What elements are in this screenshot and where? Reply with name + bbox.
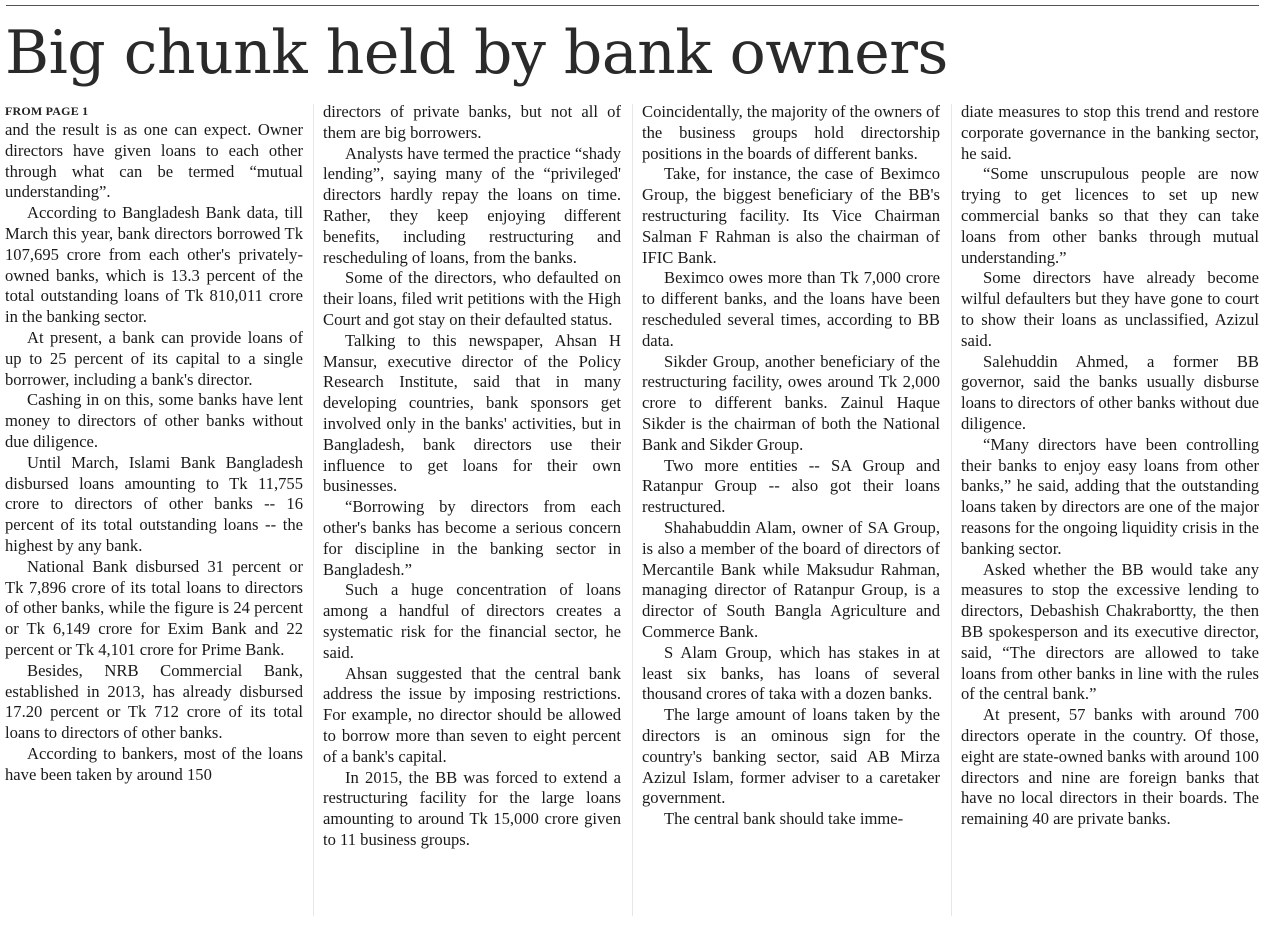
paragraph: The central bank should take imme- xyxy=(664,809,904,829)
paragraph: Cashing in on this, some banks have lent money to directors of other banks without due diligence. xyxy=(5,390,303,451)
paragraph: Some of the directors, who defaulted on their loans, filed writ petitions with the High Court and got stay on their defaulted status. xyxy=(323,268,621,329)
paragraph: directors of private banks, but not all of them are big borrowers. xyxy=(323,102,621,142)
paragraph: S Alam Group, which has stakes in at least six banks, has loans of several thousand crores of taka with a dozen banks. xyxy=(642,642,940,704)
headline: Big chunk held by bank owners xyxy=(5,18,948,88)
paragraph: Talking to this newspaper, Ahsan H Mansur, executive director of the Policy Research Institute, said that in many developing countries, bank sponsors get involved only in the banks' activities, but in Bangladesh, bank directors use their influence to get loans for their own businesses. xyxy=(323,330,621,496)
paragraph: diate measures to stop this trend and restore corporate governance in the banking sector, he said. xyxy=(961,102,1259,163)
paragraph: The large amount of loans taken by the directors is an ominous sign for the country's banking sector, said AB Mirza Azizul Islam, former adviser to a caretaker government. xyxy=(642,705,940,808)
paragraph: National Bank disbursed 31 percent or Tk 7,896 crore of its total loans to directors of other banks, while the figure is 24 percent or Tk 6,149 crore for Exim Bank and 22 percent or Tk 4,101 crore for Prime Bank. xyxy=(5,556,303,659)
paragraph: “Some unscrupulous people are now trying to get licences to set up new commercial banks so that they can take loans from other banks through mutual understanding.” xyxy=(961,164,1259,267)
article-body xyxy=(5,102,1261,920)
paragraph: According to bankers, most of the loans have been taken by around 150 xyxy=(5,743,303,784)
paragraph: Such a huge concentration of loans among a handful of directors creates a systematic risk for the financial sector, he said. xyxy=(323,580,621,662)
paragraph: According to Bangladesh Bank data, till March this year, bank directors borrowed Tk 107,695 crore from each other's privately-owned banks, which is 13.3 percent of the total outstanding loans of Tk 810,011 crore in the banking sector. xyxy=(5,203,303,327)
top-rule xyxy=(6,5,1259,6)
paragraph: “Borrowing by directors from each other's banks has become a serious concern for discipline in the banking sector in Bangladesh.” xyxy=(323,497,621,579)
paragraph: Salehuddin Ahmed, a former BB governor, said the banks usually disburse loans to directors of other banks without due diligence. xyxy=(961,351,1259,433)
jump-kicker: FROM PAGE 1 xyxy=(5,104,89,118)
paragraph: Until March, Islami Bank Bangladesh disbursed loans amounting to Tk 11,755 crore to directors of other banks -- 16 percent of its total outstanding loans -- the highest by any bank. xyxy=(5,452,303,555)
column-2 xyxy=(323,102,621,920)
paragraph: “Many directors have been controlling their banks to enjoy easy loans from other banks,” he said, adding that the outstanding loans taken by directors are one of the major reasons for the ongoing liquidity crisis in the banking sector. xyxy=(961,434,1259,558)
paragraph: At present, 57 banks with around 700 directors operate in the country. Of those, eight are state-owned banks with around 100 directors and nine are foreign banks that have no local directors in their boards. The remaining 40 are private banks. xyxy=(961,705,1259,829)
paragraph: Besides, NRB Commercial Bank, established in 2013, has already disbursed 17.20 percent or Tk 712 crore of its total loans to directors of other banks. xyxy=(5,660,303,743)
paragraph: Take, for instance, the case of Beximco Group, the biggest beneficiary of the BB's restructuring facility. Its Vice Chairman Salman F Rahman is also the chairman of IFIC Bank. xyxy=(642,164,940,267)
paragraph: At present, a bank can provide loans of up to 25 percent of its capital to a single borrower, including a bank's director. xyxy=(5,327,303,389)
paragraph: Analysts have termed the practice “shady lending”, saying many of the “privileged' directors hardly repay the loans on time. Rather, they keep enjoying different benefits, including restructuring and rescheduling of loans, from the banks. xyxy=(323,143,621,267)
paragraph: and the result is as one can expect. Owner directors have given loans to each other through what can be termed “mutual understanding”. xyxy=(5,120,303,202)
paragraph: Beximco owes more than Tk 7,000 crore to different banks, and the loans have been rescheduled several times, according to BB data. xyxy=(642,268,940,350)
paragraph: Coincidentally, the majority of the owners of the business groups hold directorship positions in the boards of different banks. xyxy=(642,102,940,163)
paragraph: Ahsan suggested that the central bank address the issue by imposing restrictions. For example, no director should be allowed to borrow more than seven to eight percent of a bank's capital. xyxy=(323,663,621,766)
paragraph: Two more entities -- SA Group and Ratanpur Group -- also got their loans restructured. xyxy=(642,455,940,517)
paragraph: Some directors have already become wilful defaulters but they have gone to court to show their loans as unclassified, Azizul said. xyxy=(961,268,1259,350)
column-1 xyxy=(5,102,303,920)
paragraph: Asked whether the BB would take any measures to stop the excessive lending to directors, Debashish Chakrabortty, the then BB spokesperson and its executive director, said, “The directors are allowed to take loans from other banks in line with the rules of the central bank.” xyxy=(961,559,1259,704)
column-4 xyxy=(961,102,1259,920)
column-3 xyxy=(642,102,940,920)
paragraph: In 2015, the BB was forced to extend a restructuring facility for the large loans amounting to around Tk 15,000 crore given to 11 business groups. xyxy=(323,767,621,849)
paragraph: Shahabuddin Alam, owner of SA Group, is also a member of the board of directors of Mercantile Bank while Maksudur Rahman, managing director of Ratanpur Group, is a director of South Bangla Agriculture and Commerce Bank. xyxy=(642,517,940,641)
paragraph: Sikder Group, another beneficiary of the restructuring facility, owes around Tk 2,000 crore to different banks. Zainul Haque Sikder is the chairman of both the National Bank and Sikder Group. xyxy=(642,351,940,454)
